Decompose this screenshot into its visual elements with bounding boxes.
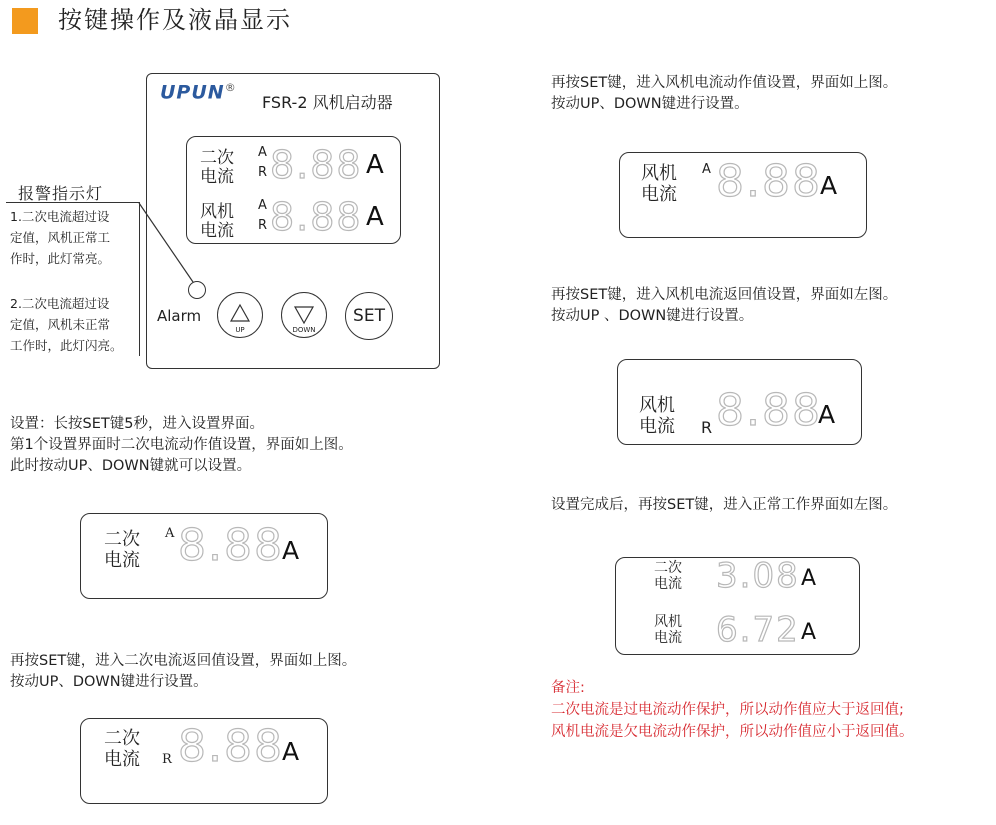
- lcd-fan-action-label: 风机 电流: [641, 163, 677, 205]
- device-row1-a: A: [258, 145, 267, 160]
- alarm-light-bracket: [6, 202, 139, 203]
- device-model: FSR-2 风机启动器: [262, 93, 393, 112]
- lcd-fan-action-a: A: [702, 162, 711, 177]
- device-row1-digits: 8.88: [270, 143, 363, 187]
- up-button[interactable]: [217, 292, 263, 338]
- lcd-fan-return-r: R: [701, 418, 713, 437]
- alarm-light-leader-line: [138, 202, 198, 292]
- title-accent-square: [12, 8, 38, 34]
- lcd-secondary-return-unit: A: [282, 737, 300, 766]
- lcd-normal-secondary-unit: A: [801, 566, 817, 591]
- up-button-label: UP: [235, 326, 245, 334]
- notes-line-1: 二次电流是过电流动作保护，所以动作值应大于返回值;: [551, 702, 904, 718]
- lcd-fan-return-unit: A: [818, 400, 836, 429]
- lcd-fan-action-digits: 8.88: [716, 156, 822, 207]
- lcd-secondary-action-a: A: [165, 526, 175, 541]
- lcd-secondary-return-label: 二次 电流: [104, 728, 140, 770]
- lcd-secondary-return-digits: 8.88: [178, 721, 284, 772]
- lcd-secondary-action-unit: A: [282, 536, 300, 565]
- secondary-return-instructions: 再按SET键，进入二次电流返回值设置，界面如上图。 按动UP、DOWN键进行设置。: [10, 653, 357, 690]
- notes-title: 备注:: [551, 680, 585, 696]
- lcd-normal-fan-value: 6.72: [716, 610, 800, 650]
- device-row2-unit: A: [366, 202, 384, 232]
- alarm-label: Alarm: [157, 307, 202, 325]
- alarm-light-title: 报警指示灯: [18, 184, 104, 203]
- lcd-fan-return-label: 风机 电流: [639, 395, 675, 437]
- alarm-light-note-2: 2.二次电流超过设 定值，风机未正常 工作时，此灯闪亮。: [10, 296, 123, 353]
- alarm-light-note-1: 1.二次电流超过设 定值，风机正常工 作时，此灯常亮。: [10, 209, 111, 266]
- lcd-normal-secondary-label: 二次 电流: [654, 560, 682, 592]
- lcd-normal-secondary-value: 3.08: [716, 556, 800, 596]
- device-row1-r: R: [258, 165, 268, 180]
- set-button[interactable]: [345, 292, 393, 340]
- device-row1-label: 二次 电流: [200, 148, 234, 187]
- lcd-secondary-return-r: R: [162, 752, 172, 767]
- device-row2-a: A: [258, 198, 267, 213]
- brand-logo: UPUN®: [160, 81, 237, 104]
- set-button-label: SET: [353, 306, 385, 326]
- device-row2-label: 风机 电流: [200, 202, 234, 241]
- lcd-secondary-action-digits: 8.88: [178, 520, 284, 571]
- lcd-normal-fan-label: 风机 电流: [654, 614, 682, 646]
- down-button-label: DOWN: [292, 326, 316, 334]
- fan-action-instructions: 再按SET键，进入风机电流动作值设置，界面如上图。 按动UP、DOWN键进行设置。: [551, 75, 898, 112]
- fan-return-instructions: 再按SET键，进入风机电流返回值设置，界面如左图。 按动UP 、DOWN键进行设置。: [551, 287, 898, 324]
- lcd-normal-fan-unit: A: [801, 620, 817, 645]
- notes-line-2: 风机电流是欠电流动作保护，所以动作值应小于返回值。: [551, 724, 914, 740]
- lcd-fan-return-digits: 8.88: [716, 385, 822, 436]
- device-row2-r: R: [258, 218, 268, 233]
- device-row1-unit: A: [366, 150, 384, 180]
- lcd-fan-action-unit: A: [820, 171, 838, 200]
- setup-instructions: 设置：长按SET键5秒，进入设置界面。 第1个设置界面时二次电流动作值设置，界面如上图。 此时按动UP、DOWN键就可以设置。: [10, 416, 353, 474]
- setup-complete-instructions: 设置完成后，再按SET键，进入正常工作界面如左图。: [551, 497, 898, 513]
- down-button[interactable]: [281, 292, 327, 338]
- page-title: 按键操作及液晶显示: [58, 6, 292, 34]
- device-row2-digits: 8.88: [270, 195, 363, 239]
- lcd-secondary-action-label: 二次 电流: [104, 529, 140, 571]
